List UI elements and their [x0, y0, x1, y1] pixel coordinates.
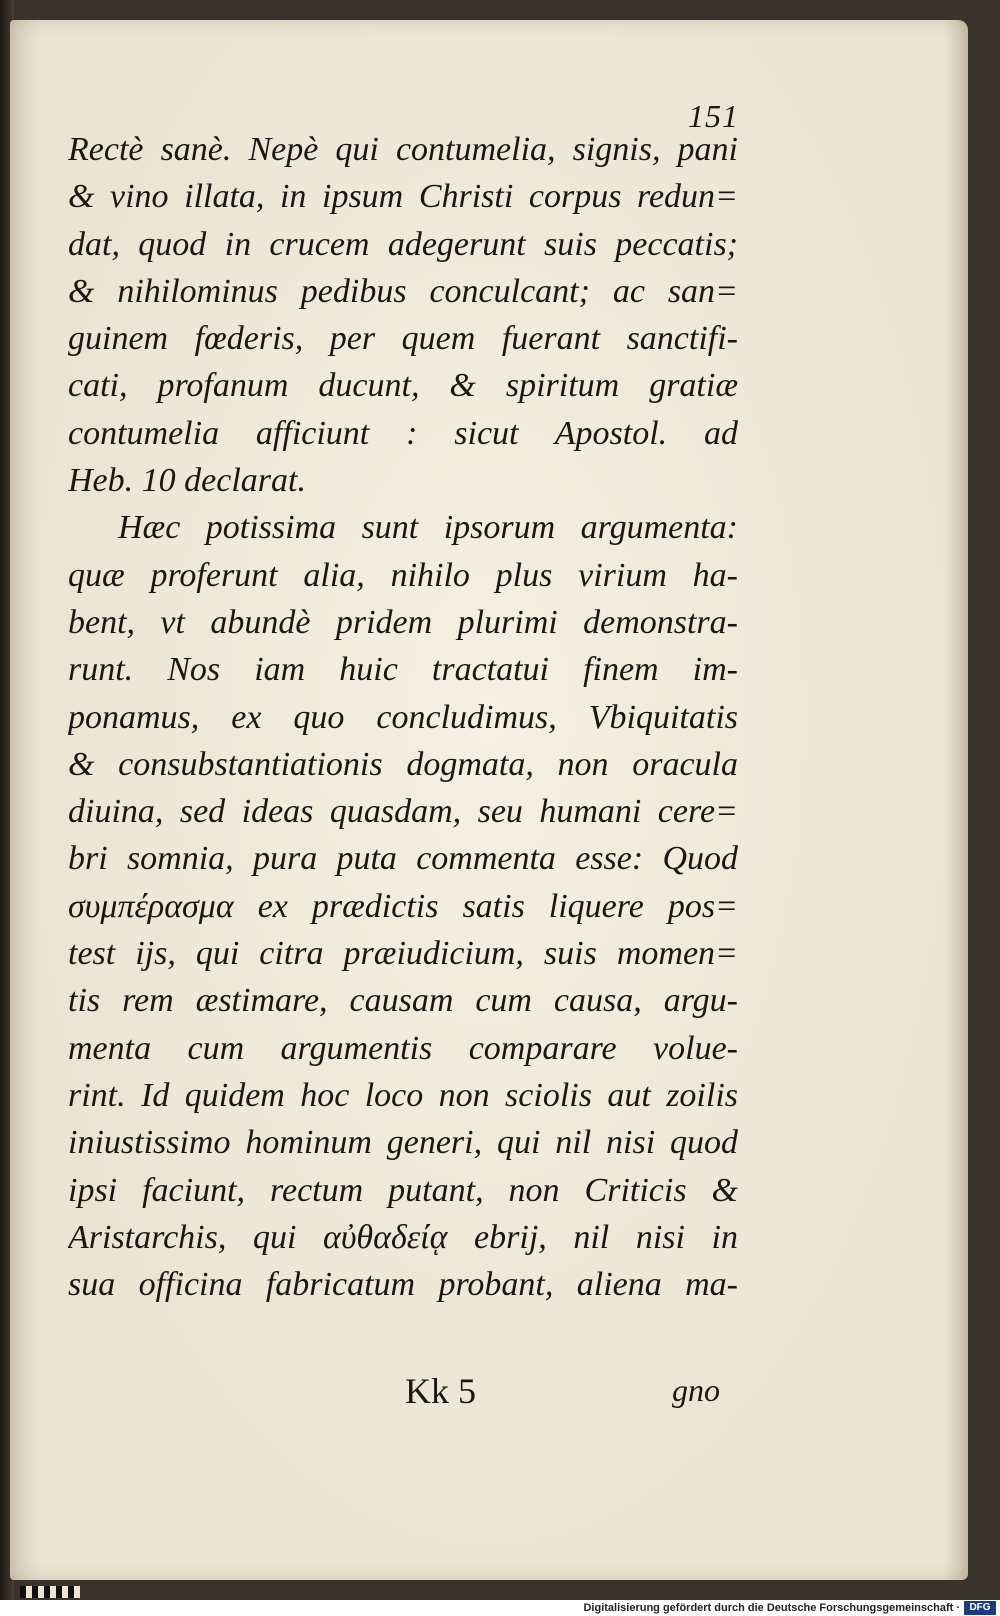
text-line: ponamus, ex quo concludimus, Vbiquitatis: [68, 698, 738, 736]
text-line: & vino illata, in ipsum Christi corpus redun=: [68, 178, 738, 216]
text-line: Aristarchis, qui αὐθαδείᾳ ebrij, nil nisi in: [68, 1218, 738, 1256]
text-line: συμπέρασμα ex prædictis satis liquere pos=: [68, 887, 738, 925]
text-line: & consubstantiationis dogmata, non oracula: [68, 745, 738, 783]
paragraph-start-line: Hæc potissima sunt ipsorum argumenta:: [118, 509, 738, 547]
text-line: bent, vt abundè pridem plurimi demonstra-: [68, 603, 738, 641]
page-number: 151: [688, 98, 739, 134]
text-line: bri somnia, pura puta commenta esse: Quod: [68, 840, 738, 878]
text-line: ipsi faciunt, rectum putant, non Criticis &: [68, 1171, 738, 1209]
text-line: Rectè sanè. Nepè qui contumelia, signis, pani: [68, 131, 738, 168]
text-line: cati, profanum ducunt, & spiritum gratiæ: [68, 367, 738, 405]
scan-ruler-marks: [20, 1586, 80, 1598]
text-line: guinem fœderis, per quem fuerant sanctifi-: [68, 320, 738, 358]
catchword: gno: [672, 1372, 720, 1408]
digitization-credit: Digitalisierung gefördert durch die Deutsche Forschungsgemeinschaft ·: [583, 1602, 960, 1614]
text-line: quæ proferunt alia, nihilo plus virium ha-: [68, 556, 738, 594]
text-line: Heb. 10 declarat.: [68, 462, 306, 500]
text-line: diuina, sed ideas quasdam, seu humani cere=: [68, 793, 738, 831]
text-line: sua officina fabricatum probant, aliena ma-: [68, 1266, 738, 1304]
text-line: menta cum argumentis comparare volue-: [68, 1029, 738, 1067]
text-line: rint. Id quidem hoc loco non sciolis aut zoilis: [68, 1076, 738, 1114]
text-line: runt. Nos iam huic tractatui finem im-: [68, 651, 738, 689]
body-text: [68, 126, 738, 1308]
text-line: contumelia afficiunt : sicut Apostol. ad: [68, 414, 738, 452]
dfg-logo: DFG: [964, 1601, 996, 1615]
text-line: tis rem æstimare, causam cum causa, argu-: [68, 982, 738, 1020]
text-line: test ijs, qui citra præiudicium, suis momen=: [68, 935, 738, 973]
printer-signature-mark: Kk 5: [405, 1371, 476, 1411]
text-line: iniustissimo hominum generi, qui nil nisi quod: [68, 1124, 738, 1162]
text-line: & nihilominus pedibus conculcant; ac san=: [68, 272, 738, 310]
text-line: dat, quod in crucem adegerunt suis peccatis;: [68, 225, 738, 263]
